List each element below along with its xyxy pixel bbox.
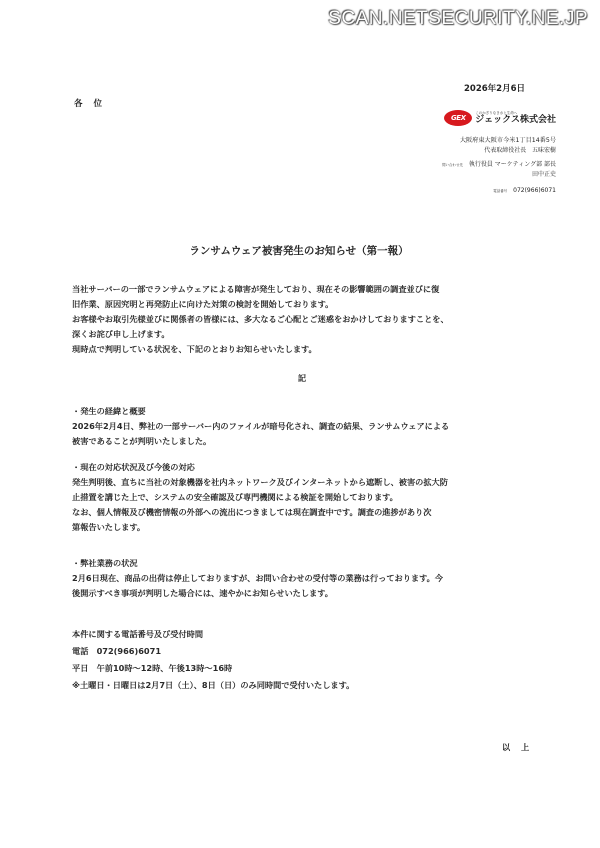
ki-marker: 記 <box>297 373 307 383</box>
intro-line: 深くお詫び申し上げます。 <box>72 329 170 339</box>
company-tagline: このかぎりなき水と生命へ <box>475 110 518 115</box>
contact-weekend-note: ※土曜日・日曜日は2月7日（土）、8日（日）のみ同時間で受付いたします。 <box>72 680 355 690</box>
contact-hours-line: 平日 午前10時～12時、午後13時～16時 <box>72 663 233 673</box>
closing-mark: 以 上 <box>502 742 534 752</box>
section-line: 発生判明後、直ちに当社の対象機器を社内ネットワーク及びインターネットから遮断し、被害の拡大防 <box>72 477 448 487</box>
section-business-status <box>72 556 547 601</box>
company-address: 大阪府東大阪市今米1丁目14番5号 <box>459 137 556 144</box>
section-line: 後開示すべき事項が判明した場合には、速やかにお知らせいたします。 <box>72 588 333 598</box>
representative-row <box>380 146 556 156</box>
intro-paragraph <box>72 282 547 357</box>
intro-line: 当社サーバーの一部でランサムウェアによる障害が発生しており、現在その影響範囲の調査並びに復 <box>72 284 440 294</box>
contact-name: 田中正史 <box>531 171 556 178</box>
document-date: 2026年2月6日 <box>464 84 525 94</box>
phone-row <box>380 186 556 196</box>
contact-title: 執行役員 マーケティング部 部長 <box>468 161 556 168</box>
company-logo <box>380 110 556 126</box>
phone-label: 電話番号 <box>493 189 508 193</box>
contact-heading: 本件に関する電話番号及び受付時間 <box>72 629 204 639</box>
intro-line: 現時点で判明している状況を、下記のとおりお知らせいたします。 <box>72 344 317 354</box>
intro-line: お客様やお取引先様並びに関係者の皆様には、多大なるご心配とご迷惑をおかけしておりますことを、 <box>72 314 449 324</box>
gex-logo-icon: GEX <box>444 110 472 126</box>
contact-phone-line: 電話 072(966)6071 <box>72 646 162 656</box>
company-block <box>380 110 556 196</box>
section-line: 2月6日現在、商品の出荷は停止しておりますが、お問い合わせの受付等の業務は行っております。今 <box>72 573 443 583</box>
section-line: 2026年2月4日、弊社の一部サーバー内のファイルが暗号化され、調査の結果、ランサムウェアによる <box>72 421 450 431</box>
intro-line: 旧作業、原因究明と再発防止に向けた対策の検討を開始しております。 <box>72 299 334 309</box>
company-details <box>380 136 556 196</box>
section-heading: ・発生の経緯と概要 <box>72 406 146 416</box>
contact-label: 問い合わせ先 <box>441 163 463 167</box>
section-line: 被害であることが判明いたしました。 <box>72 436 212 446</box>
representative-label: 代表取締役社長 <box>484 147 527 154</box>
section-line: 第報告いたします。 <box>72 522 146 532</box>
section-incident-overview <box>72 404 547 449</box>
section-line: なお、個人情報及び機密情報の外部への流出につきましては現在調査中です。調査の進捗があり次 <box>72 507 432 517</box>
contact-info <box>72 626 547 694</box>
section-line: 止措置を講じた上で、システムの安全確認及び専門機関による検証を開始しております。 <box>72 492 398 502</box>
site-watermark: SCAN.NETSECURITY.NE.JP <box>328 8 588 29</box>
contact-person-row <box>380 160 556 170</box>
company-phone: 072(966)6071 <box>513 187 556 194</box>
section-heading: ・弊社業務の状況 <box>72 558 138 568</box>
document-title: ランサムウェア被害発生のお知らせ（第一報） <box>189 245 409 257</box>
representative-name: 五味宏樹 <box>531 147 556 154</box>
company-name: ジェックス株式会社 <box>475 114 556 125</box>
addressee: 各 位 <box>74 99 106 109</box>
section-heading: ・現在の対応状況及び今後の対応 <box>72 462 195 472</box>
section-current-response <box>72 460 547 535</box>
